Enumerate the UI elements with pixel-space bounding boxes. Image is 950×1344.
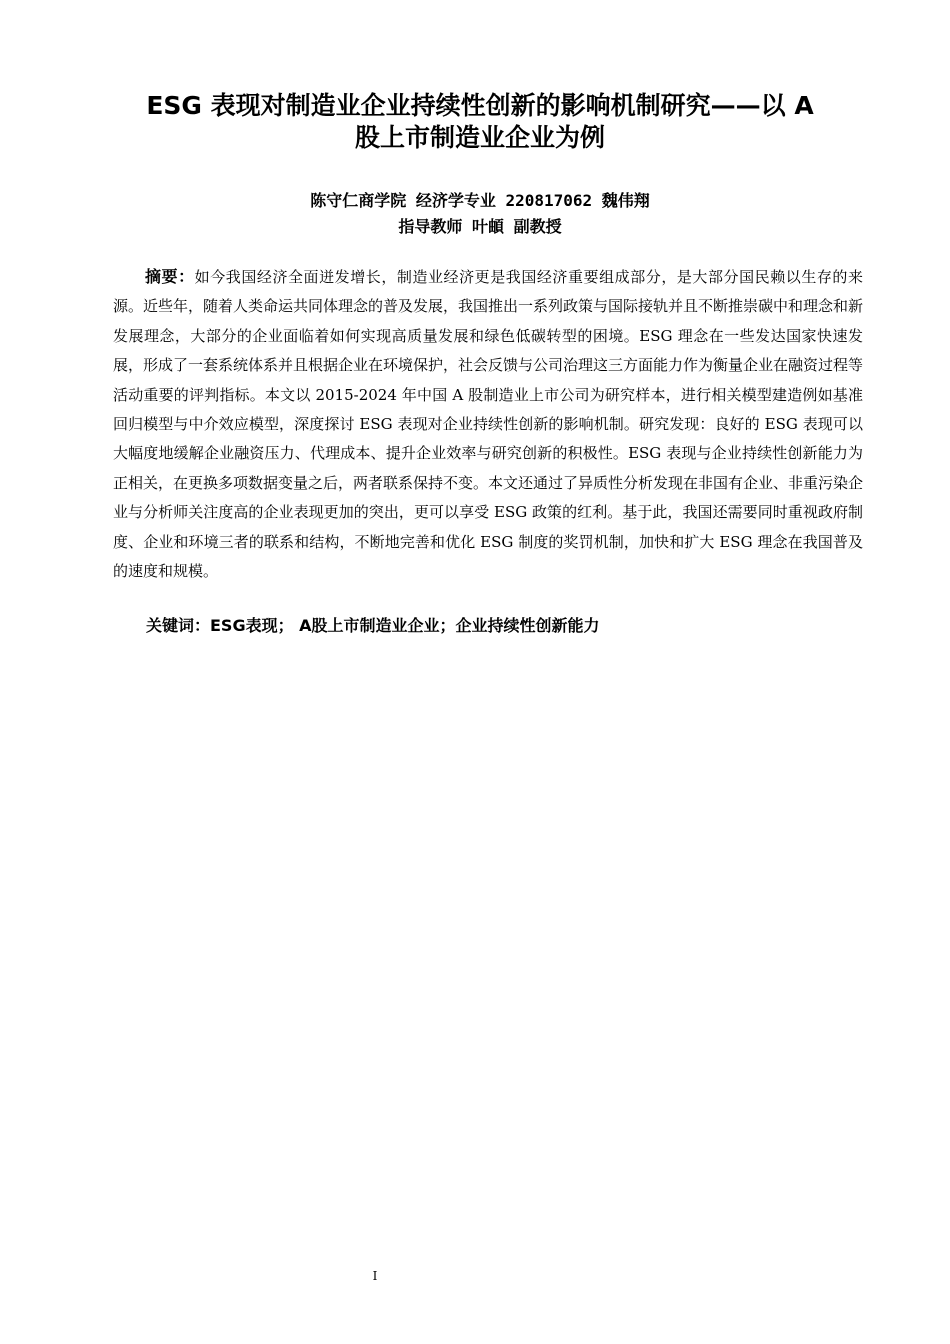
keywords-line: 关键词：ESG表现； A股上市制造业企业；企业持续性创新能力: [146, 616, 600, 635]
abstract-text: 如今我国经济全面迸发增长，制造业经济更是我国经济重要组成部分，是大部分国民赖以生存的来源。近些年，随着人类命运共同体理念的普及发展，我国推出一系列政策与国际接轨并且不断推崇碳中和理念和新发展理念，大部分的企业面临着如何实现高质量发展和绿色低碳转型的困境。ESG 理念在一些发达国家快速发展，形成了一套系统体系并且根据企业在环境保护，社会反馈与公司治理这三方面能力作为衡量企业在融资过程等活动重要的评判指标。本文以 2015-2024 年中国 A 股制造业上市公司为研究样本，进行相关模型建造例如基准回归模型与中介效应模型，深度探讨 ESG 表现对企业持续性创新的影响机制。研究发现：良好的 ESG 表现可以大幅度地缓解企业融资压力、代理成本、提升企业效率与研究创新的积极性。ESG 表现与企业持续性创新能力为正相关，在更换多项数据变量之后，两者联系保持不变。本文还通过了异质性分析发现在非国有企业、非重污染企业与分析师关注度高的企业表现更加的突出，更可以享受 ESG 政策的红利。基于此，我国还需要同时重视政府制度、企业和环境三者的联系和结构，不断地完善和优化 ESG 制度的奖罚机制，加快和扩大 ESG 理念在我国普及的速度和规模。: [113, 268, 864, 581]
paper-title-line-2: 股上市制造业企业为例: [354, 123, 605, 152]
advisor-line: 指导教师 叶頔 副教授: [398, 217, 562, 236]
page-number: I: [372, 1269, 378, 1283]
author-info: [100, 188, 860, 240]
abstract-paragraph: [113, 262, 863, 586]
paper-title: [100, 90, 860, 154]
abstract-label: 摘要：: [145, 267, 195, 286]
author-line: 陈守仁商学院 经济学专业 220817062 魏伟翔: [310, 191, 650, 210]
paper-title-line-1: ESG 表现对制造业企业持续性创新的影响机制研究——以 A: [146, 91, 814, 120]
